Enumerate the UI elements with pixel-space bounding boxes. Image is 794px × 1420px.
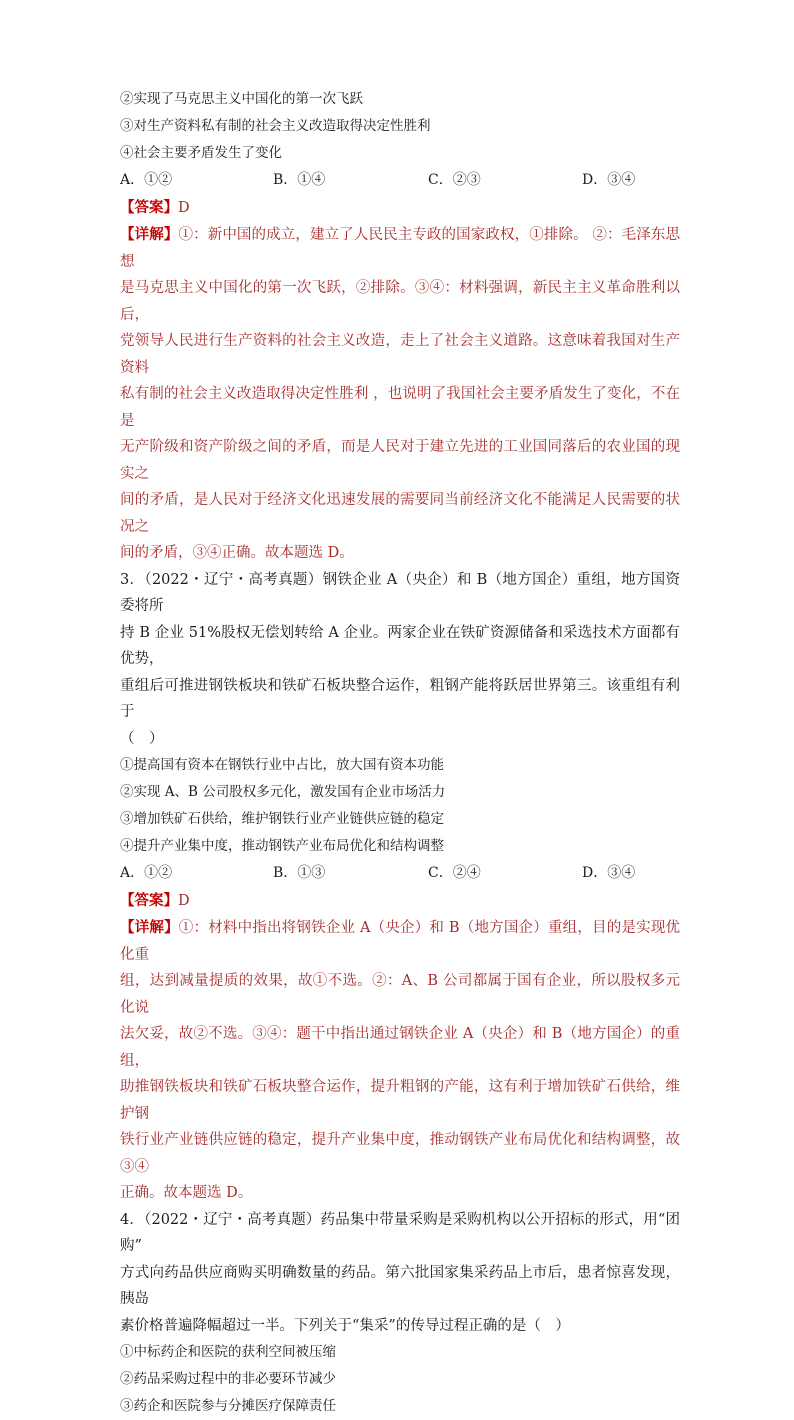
choice-item: ④提升产业集中度，推动钢铁产业布局优化和结构调整 [120,833,680,860]
stem-line: 持 B 企业 51%股权无偿划转给 A 企业。两家企业在铁矿资源储备和采选技术方面都有优势， [120,620,680,673]
answer-value: D [178,200,190,216]
explanation-line: 法欠妥，故②不选。③④：题干中指出通过钢铁企业 A（央企）和 B（地方国企）的重组， [120,1021,680,1074]
answer-value: D [178,893,190,909]
explanation-line: 党领导人民进行生产资料的社会主义改造，走上了社会主义道路。这意味着我国对生产资料 [120,328,680,381]
explanation [120,915,680,1207]
choice-item: ①提高国有资本在钢铁行业中占比，放大国有资本功能 [120,752,680,779]
explanation-line: 私有制的社会主义改造取得决定性胜利 ，也说明了我国社会主要矛盾发生了变化，不在是 [120,381,680,434]
option-d: D．③④ [582,167,635,194]
option-c: C．②④ [428,860,481,887]
answer-tag: 【答案】 [120,892,178,909]
choice-item: ③对生产资料私有制的社会主义改造取得决定性胜利 [120,113,680,140]
option-b: B．①④ [273,167,325,194]
question-4 [120,1207,680,1420]
choice-item: ④社会主要矛盾发生了变化 [120,140,680,167]
choice-item: ②实现 A、B 公司股权多元化，激发国有企业市场活力 [120,779,680,806]
explanation-line: 正确。故本题选 D。 [120,1180,680,1207]
explanation-line: 是马克思主义中国化的第一次飞跃，②排除。③④：材料强调，新民主主义革命胜利以后， [120,275,680,328]
explanation [120,222,680,567]
answer-options [120,860,680,887]
explanation-line: 间的矛盾，是人民对于经济文化迅速发展的需要同当前经济文化不能满足人民需要的状况之 [120,487,680,540]
explanation-tag: 【详解】 [120,226,178,243]
choice-item: ②药品采购过程中的非必要环节减少 [120,1366,680,1393]
option-b: B．①③ [273,860,325,887]
stem-line: 素价格普遍降幅超过一半。下列关于“集采”的传导过程正确的是（ ） [120,1313,680,1340]
explanation-line: 间的矛盾，③④正确。故本题选 D。 [120,540,680,567]
explanation-line: 【详解】①：新中国的成立，建立了人民民主专政的国家政权，①排除。 ②：毛泽东思想 [120,222,680,275]
answer-line [120,887,680,915]
explanation-line: 组，达到减量提质的效果，故①不选。②：A、B 公司都属于国有企业，所以股权多元化说 [120,968,680,1021]
explanation-tag: 【详解】 [120,919,179,936]
question-2-tail [120,86,680,567]
stem-line: 方式向药品供应商购买明确数量的药品。第六批国家集采药品上市后，患者惊喜发现，胰岛 [120,1260,680,1313]
answer-tag: 【答案】 [120,199,178,216]
explanation-line: 无产阶级和资产阶级之间的矛盾，而是人民对于建立先进的工业国同落后的农业国的现实之 [120,434,680,487]
choice-item: ①中标药企和医院的获利空间被压缩 [120,1339,680,1366]
choice-item: ③增加铁矿石供给，维护钢铁行业产业链供应链的稳定 [120,806,680,833]
answer-options [120,167,680,194]
question-stem [120,567,680,753]
option-a: A．①② [120,167,172,194]
answer-line [120,194,680,222]
option-c: C．②③ [428,167,481,194]
question-3 [120,567,680,1207]
document-page [120,86,680,1420]
explanation-line: 铁行业产业链供应链的稳定，提升产业集中度，推动钢铁产业布局优化和结构调整，故③④ [120,1127,680,1180]
explanation-line: 助推钢铁板块和铁矿石板块整合运作，提升粗钢的产能，这有利于增加铁矿石供给，维护钢 [120,1074,680,1127]
question-stem [120,1207,680,1340]
explanation-line: 【详解】①：材料中指出将钢铁企业 A（央企）和 B（地方国企）重组，目的是实现优化重 [120,915,680,968]
stem-line: 重组后可推进钢铁板块和铁矿石板块整合运作，粗钢产能将跃居世界第三。该重组有利于 [120,673,680,726]
stem-line: （ ） [120,726,680,753]
choice-item: ②实现了马克思主义中国化的第一次飞跃 [120,86,680,113]
option-d: D．③④ [582,860,635,887]
stem-line: 3．（2022・辽宁・高考真题）钢铁企业 A（央企）和 B（地方国企）重组，地方国资委将所 [120,567,680,620]
choice-item: ③药企和医院参与分摊医疗保障责任 [120,1393,680,1420]
option-a: A．①② [120,860,172,887]
stem-line: 4．（2022・辽宁・高考真题）药品集中带量采购是采购机构以公开招标的形式，用“团购” [120,1207,680,1260]
